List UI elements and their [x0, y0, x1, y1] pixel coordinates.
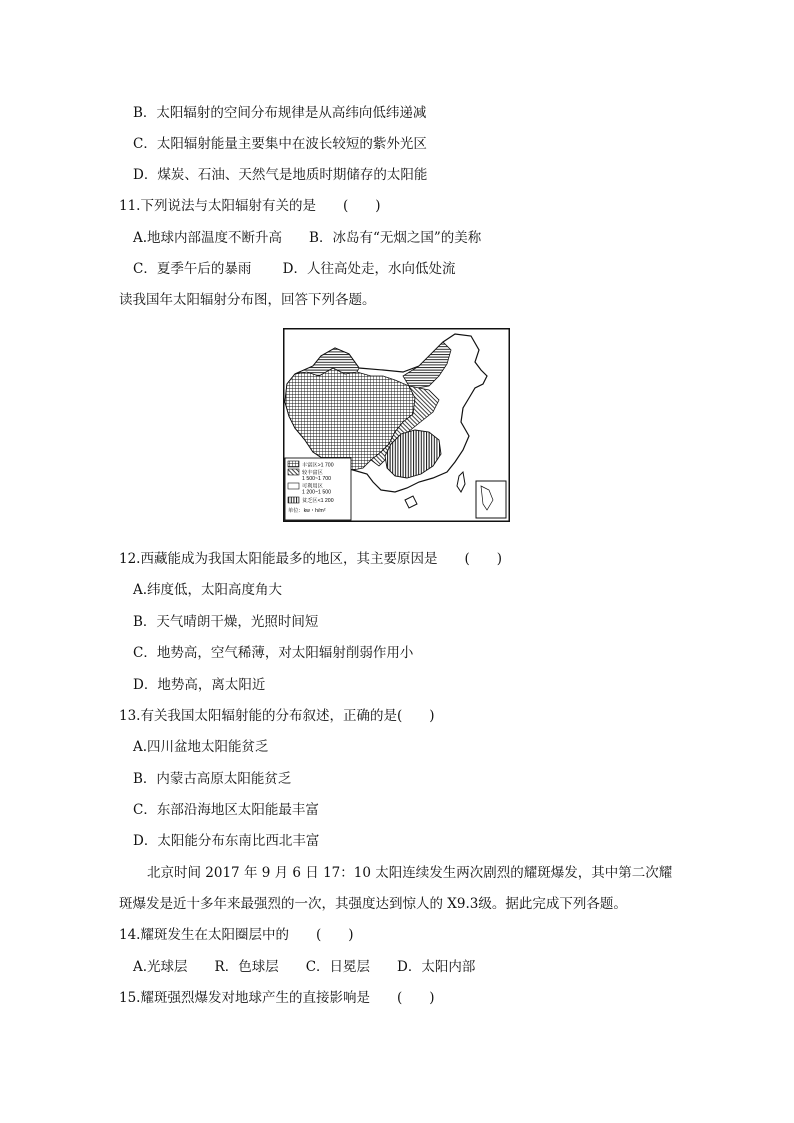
q14-stem: 14.耀斑发生在太阳圈层中的 ( ) — [119, 927, 354, 943]
legend-swatch-rich — [288, 461, 299, 467]
legend-label-more-rich: 较丰富区 — [302, 470, 323, 476]
legend-label-rich: 丰富区>1 700 — [302, 462, 334, 469]
q15-stem: 15.耀斑强烈爆发对地球产生的直接影响是 ( ) — [119, 990, 435, 1006]
q14-options: A.光球层 R．色球层 C．日冕层 D．太阳内部 — [133, 959, 476, 975]
q11-stem: 11.下列说法与太阳辐射有关的是 ( ) — [119, 198, 381, 214]
q12-stem: 12.西藏能成为我国太阳能最多的地区，其主要原因是 ( ) — [119, 551, 503, 567]
legend-unit: 单位：kw・h/m² — [288, 508, 326, 514]
q12-option-b: B．天气晴朗干燥，光照时间短 — [133, 614, 319, 630]
map-intro: 读我国年太阳辐射分布图，回答下列各题。 — [119, 292, 376, 308]
legend-swatch-usable — [288, 483, 299, 489]
q13-option-c: C．东部沿海地区太阳能最丰富 — [133, 802, 319, 818]
south-sea-inset — [476, 481, 506, 518]
legend-label-poor: 贫乏区<1 200 — [302, 498, 334, 504]
q13-option-a: A.四川盆地太阳能贫乏 — [133, 739, 269, 755]
q13-option-b: B．内蒙古高原太阳能贫乏 — [133, 771, 292, 787]
legend-swatch-more-rich — [288, 469, 299, 475]
legend-range-usable: 1 200~1 500 — [302, 489, 331, 496]
q10-option-d: D．煤炭、石油、天然气是地质时期储存的太阳能 — [133, 167, 428, 183]
q12-option-d: D．地势高，离太阳近 — [133, 677, 266, 693]
passage-line-2: 斑爆发是近十多年来最强烈的一次，其强度达到惊人的 X9.3级。据此完成下列各题。 — [119, 896, 627, 912]
solar-radiation-map — [283, 328, 510, 522]
q12-option-c: C．地势高，空气稀薄，对太阳辐射削弱作用小 — [133, 645, 414, 661]
q10-option-c: C．太阳辐射能量主要集中在波长较短的紫外光区 — [133, 136, 427, 152]
q11-options-cd: C．夏季午后的暴雨 D．人往高处走，水向低处流 — [133, 261, 456, 277]
q13-stem: 13.有关我国太阳辐射能的分布叙述，正确的是( ) — [119, 708, 435, 724]
legend-swatch-poor — [288, 497, 299, 503]
q12-option-a: A.纬度低，太阳高度角大 — [133, 582, 283, 598]
passage-line-1: 北京时间 2017 年 9 月 6 日 17：10 太阳连续发生两次剧烈的耀斑爆发，其中第二次耀 — [147, 865, 673, 881]
legend-label-usable: 可利用区 — [302, 483, 323, 490]
q10-option-b: B．太阳辐射的空间分布规律是从高纬向低纬递减 — [133, 105, 427, 121]
q13-option-d: D．太阳能分布东南比西北丰富 — [133, 833, 320, 849]
q11-options-ab: A.地球内部温度不断升高 B．冰岛有“无烟之国”的美称 — [133, 230, 482, 246]
legend-range-more-rich: 1 500~1 700 — [302, 476, 331, 482]
